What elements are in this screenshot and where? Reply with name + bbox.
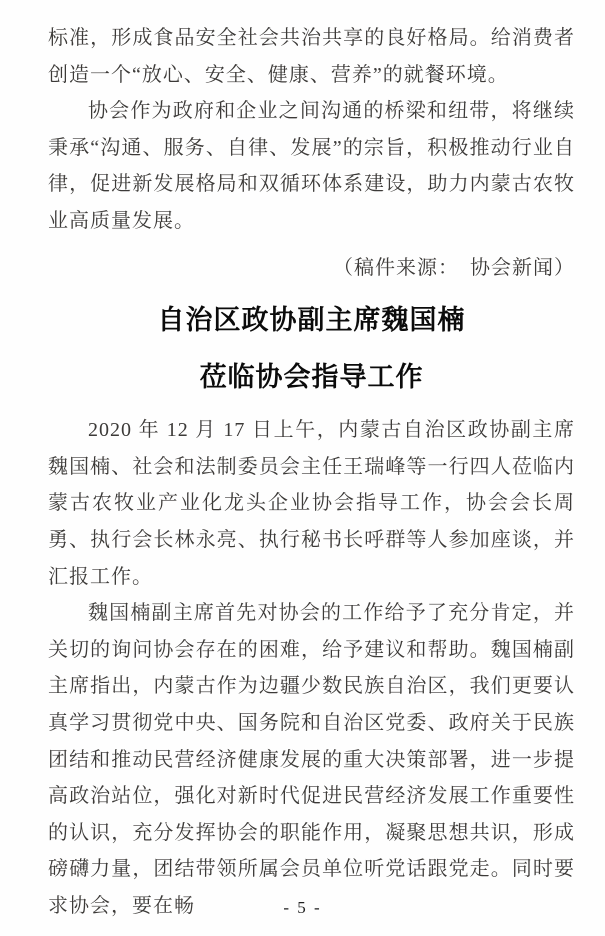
article-title-line-1: 自治区政协副主席魏国楠: [157, 305, 466, 336]
article-title: [48, 292, 575, 406]
paragraph-association-role: 协会作为政府和企业之间沟通的桥梁和纽带，将继续秉承“沟通、服务、自律、发展”的宗旨，积极推动行业自律，促进新发展格局和双循环体系建设，助力内蒙古农牧业高质量发展。: [48, 100, 575, 232]
paragraph-remarks: 魏国楠副主席首先对协会的工作给予了充分肯定，并关切的询问协会存在的困难，给予建议和帮助。魏国楠副主席指出，内蒙古作为边疆少数民族自治区，我们更要认真学习贯彻党中央、国务院和自治区党委、政府关于民族团结和推动民营经济健康发展的重大决策部署，进一步提高政治站位，强化对新时代促进民营经济发展工作重要性的认识，充分发挥协会的职能作用，凝聚思想共识，形成磅礴力量，团结带领所属会员单位听党话跟党走。同时要求协会，要在畅: [48, 602, 575, 917]
paragraph-continuation: 标准，形成食品安全社会共治共享的良好格局。给消费者创造一个“放心、安全、健康、营养”的就餐环境。: [48, 27, 575, 86]
page-number: - 5 -: [283, 898, 322, 917]
paragraph-visit-report: 2020 年 12 月 17 日上午，内蒙古自治区政协副主席魏国楠、社会和法制委员会主任王瑞峰等一行四人莅临内蒙古农牧业产业化龙头企业协会指导工作，协会会长周勇、执行会长林永亮、执行秘书长呼群等人参加座谈，并汇报工作。: [48, 419, 575, 588]
source-attribution: （稿件来源： 协会新闻）: [333, 256, 575, 279]
article-title-line-2: 莅临协会指导工作: [199, 362, 424, 393]
